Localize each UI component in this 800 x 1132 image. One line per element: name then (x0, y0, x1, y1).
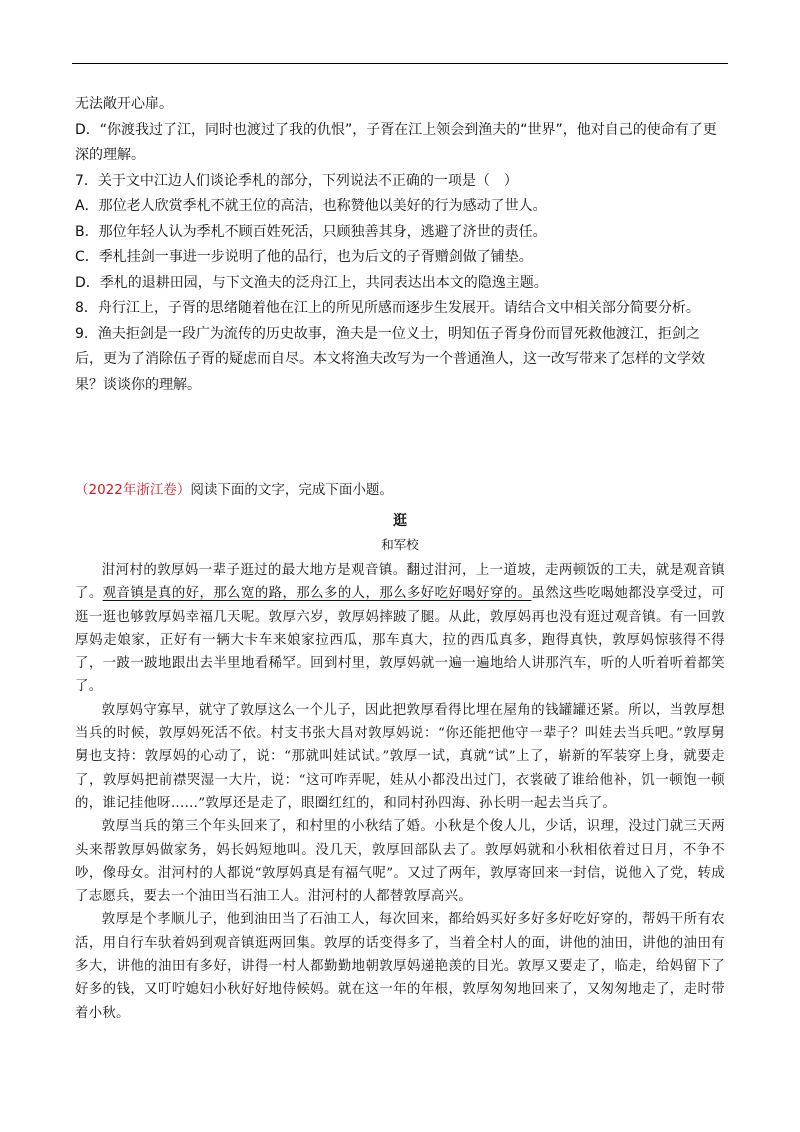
passage-author: 和军校 (381, 537, 419, 552)
header-rule (72, 63, 728, 64)
source-tag: （2022年浙江卷） (75, 482, 191, 498)
question-7-option-c: C．季札挂剑一事进一步说明了他的品行，也为后文的子胥赠剑做了铺垫。 (75, 249, 533, 265)
question-7-option-a: A．那位老人欣赏季札不就王位的高洁，也称赞他以美好的行为感动了世人。 (75, 198, 547, 214)
paragraph-1-part-a: 泔河村的敦厚妈一辈子逛过的最大地方是观音镇。翻过泔河，上一道坡，走两顿饭的工夫，就是观音镇了。 (75, 563, 725, 602)
paragraph-2: 敦厚妈守寡早，就守了敦厚这么一个儿子，因此把敦厚看得比埋在屋角的钱罐罐还紧。所以，当敦厚想当兵的时候，敦厚妈死活不依。村支书张大昌对敦厚妈说：“你还能把他守一辈子？叫娃去当兵吧。”敦厚舅舅也支持：敦厚妈的心动了，说：“那就叫娃试试。”敦厚一试，真就“试”上了，崭新的军装穿上身，就要走了，敦厚妈把前襟哭湿一大片，说：“这可咋弄呢，娃从小都没出过门，衣裳破了谁给他补，饥一顿饱一顿的，谁记挂他呀……”敦厚还是走了，眼圈红红的，和同村孙四海、孙长明一起去当兵了。 (75, 702, 725, 811)
instruction-text: 阅读下面的文字，完成下面小题。 (190, 482, 393, 498)
question-block (75, 92, 725, 398)
paragraph-3: 敦厚当兵的第三个年头回来了，和村里的小秋结了婚。小秋是个俊人儿，少话，识理，没过门就三天两头来帮敦厚妈做家务，妈长妈短地叫。没几天，敦厚回部队去了。敦厚妈就和小秋相依着过日月，不争不吵，像母女。泔河村的人都说“敦厚妈真是有福气呢”。又过了两年，敦厚寄回来一封信，说他入了党，转成了志愿兵，要去一个油田当石油工人。泔河村的人都替敦厚高兴。 (75, 819, 725, 905)
question-8: 8．舟行江上，子胥的思绪随着他在江上的所见所感而逐步生发展开。请结合文中相关部分简要分析。 (75, 300, 700, 316)
paragraph-4: 敦厚是个孝顺儿子，他到油田当了石油工人，每次回来，都给妈买好多好多好吃好穿的，帮妈干所有农活，用自行车驮着妈到观音镇逛两回集。敦厚的话变得多了，当着全村人的面，讲他的油田，讲他的油田有多大，讲他的油田有多好，讲得一村人都勤勤地朝敦厚妈递艳羡的目光。敦厚又要走了，临走，给妈留下了好多的钱，又叮咛媳妇小秋好好地侍候妈。就在这一年的年根，敦厚匆匆地回来了，又匆匆地走了，走时带着小秋。 (75, 912, 725, 1021)
paragraph-1 (75, 559, 725, 699)
question-7-option-d: D．季札的退耕田园，与下文渔夫的泛舟江上，共同表达出本文的隐逸主题。 (75, 274, 548, 291)
question-9: 9．渔夫拒剑是一段广为流传的历史故事，渔夫是一位义士，明知伍子胥身份而冒死救他渡江，拒剑之后，更为了消除伍子胥的疑虑而自尽。本文将渔夫改写为一个普通渔人，这一改写带来了怎样的文学效果？谈谈你的理解。 (75, 325, 705, 393)
passage-title: 逛 (393, 513, 407, 529)
passage-lead (75, 479, 725, 501)
option-c-tail: 无法敞开心扉。 (75, 96, 173, 112)
question-7-option-b: B．那位年轻人认为季札不顾百姓死活，只顾独善其身，逃避了济世的责任。 (75, 223, 547, 240)
question-7: 7．关于文中江边人们谈论季札的部分，下列说法不正确的一项是（ ） (75, 172, 518, 189)
option-d: D．“你渡我过了江，同时也渡过了我的仇恨”，子胥在江上领会到渔夫的“世界”，他对自己的使命有了更深的理解。 (75, 121, 717, 163)
reading-passage (75, 479, 725, 1025)
underlined-sentence: 观音镇是真的好，那么宽的路，那么多的人，那么多好吃好喝好穿的。 (102, 586, 532, 602)
paragraph-1-part-b: 虽然这些吃喝她都没享受过，可逛一逛也够敦厚妈幸福几天呢。敦厚六岁，敦厚妈摔跛了腿。从此，敦厚妈再也没有逛过观音镇。有一回敦厚妈走娘家，正好有一辆大卡车来娘家拉西瓜，那车真大，拉的西瓜真多，跑得真快，敦厚妈惊骇得不得了，一跛一跛地跟出去半里地看稀罕。回到村里，敦厚妈就一遍一遍地给人讲那汽车，听的人听着听着都笑了。 (75, 586, 725, 695)
